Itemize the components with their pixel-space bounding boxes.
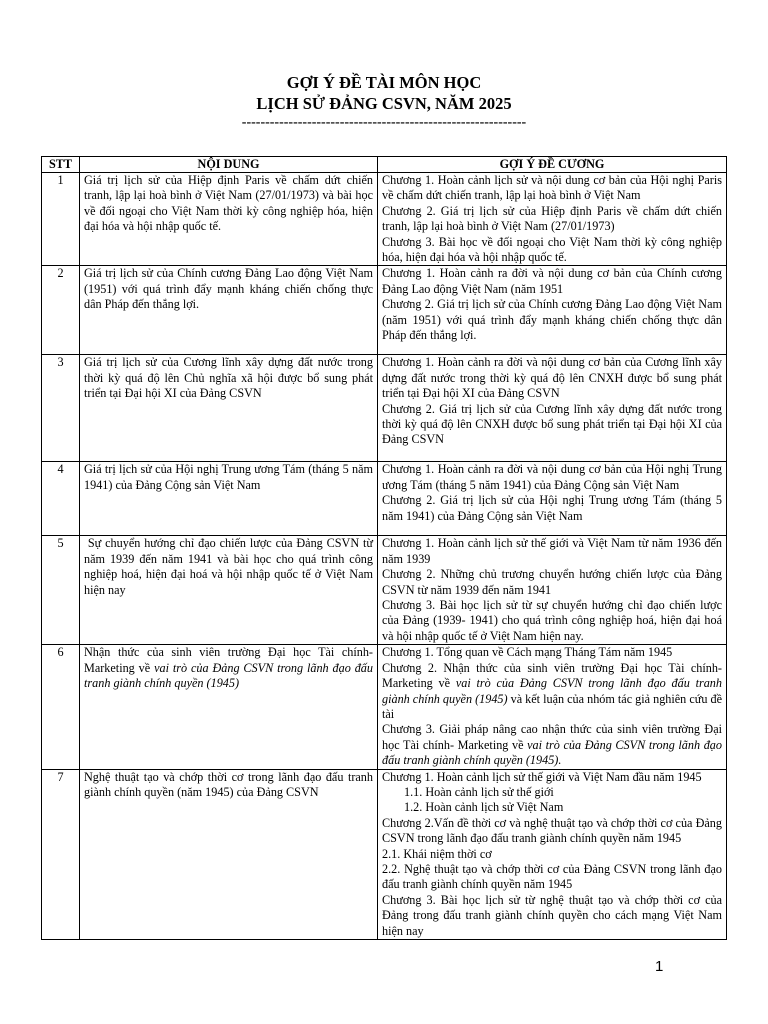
outline-line: Chương 2.Vấn đề thời cơ và nghệ thuật tạo và chớp thời cơ của Đảng CSVN trong lãnh đạo đấu tranh giành chính quyền năm 1945	[382, 815, 722, 846]
outline-line: Chương 1. Hoàn cảnh lịch sử thế giới và Việt Nam đầu năm 1945	[382, 769, 702, 784]
row-content: Nghệ thuật tạo và chớp thời cơ trong lãnh đạo đấu tranh giành chính quyền (năm 1945) của Đảng CSVN	[80, 769, 378, 939]
table-row	[42, 462, 727, 536]
row-stt: 2	[42, 266, 80, 355]
header-stt: STT	[42, 157, 80, 173]
outline-line: Chương 2. Giá trị lịch sử của Chính cương Đảng Lao động Việt Nam (năm 1951) với quá trình đẩy mạnh kháng chiến chống thực dân Pháp đến thắng lợi.	[382, 297, 722, 343]
table-row	[42, 266, 727, 355]
row-outline	[378, 769, 727, 939]
outline-line: Chương 1. Hoàn cảnh ra đời và nội dung cơ bản của Hội nghị Trung ương Tám (tháng 5 năm 1941) của Đảng Cộng sản Việt Nam	[382, 462, 722, 492]
outline-line: Chương 2. Những chủ trương chuyển hướng chiến lược của Đảng CSVN từ năm 1939 đến năm 1941	[382, 567, 722, 597]
row-outline	[378, 355, 727, 462]
row-content: Giá trị lịch sử của Chính cương Đảng Lao động Việt Nam (1951) với quá trình đẩy mạnh kháng chiến chống thực dân Pháp đến thắng lợi.	[80, 266, 378, 355]
row-stt: 1	[42, 173, 80, 266]
table-row	[42, 769, 727, 939]
outline-line: Chương 1. Hoàn cảnh ra đời và nội dung cơ bản của Chính cương Đảng Lao động Việt Nam (năm 1951	[382, 266, 722, 296]
outline-subline: 1.2. Hoàn cảnh lịch sử Việt Nam	[404, 800, 564, 815]
outline-line: Chương 3. Bài học lịch sử từ sự chuyển hướng chỉ đạo chiến lược của Đảng (1939- 1941) cho quá trình công nghiệp hoá, hiện đại hoá và hội nhập quốc tế ở Việt Nam hiện nay.	[382, 598, 722, 643]
row-stt: 4	[42, 462, 80, 536]
table-header-row	[42, 157, 727, 173]
outline-text: Chương 2. Nhận thức của sinh viên trường Đại học Tài chính-Marketing về	[382, 660, 722, 691]
row-content: Sự chuyển hướng chỉ đạo chiến lược của Đảng CSVN từ năm 1939 đến năm 1941 và bài học cho quá trình công nghiệp hoá, hiện đại hoá và hội nhập quốc tế ở Việt Nam hiện nay	[80, 536, 378, 645]
row-content: Giá trị lịch sử của Cương lĩnh xây dựng đất nước trong thời kỳ quá độ lên Chủ nghĩa xã hội được bổ sung phát triển tại Đại hội XI của Đảng CSVN	[80, 355, 378, 462]
title-rule: -------------------------------------------------------------	[241, 115, 527, 130]
outline-text: và kết luận của nhóm tác giả nghiên cứu đề tài	[382, 691, 722, 721]
page-number: 1	[655, 958, 664, 975]
outline-emphasis: vai trò của Đảng CSVN trong lãnh đạo đấu tranh giành chính quyền (1945)	[382, 676, 722, 706]
header-content: NỘI DUNG	[80, 157, 378, 173]
outline-line: Chương 1. Hoàn cảnh lịch sử thế giới và Việt Nam từ năm 1936 đến năm 1939	[382, 536, 722, 566]
content-emphasis: vai trò của Đảng CSVN trong lãnh đạo đấu tranh giành chính quyền (1945)	[84, 660, 373, 691]
outline-line: Chương 1. Hoàn cảnh ra đời và nội dung cơ bản của Cương lĩnh xây dựng đất nước trong thời kỳ quá độ lên CNXH được bổ sung phát triển tại Đại hội XI của Đảng CSVN	[382, 355, 722, 401]
row-stt: 3	[42, 355, 80, 462]
row-stt: 6	[42, 645, 80, 769]
row-content: Giá trị lịch sử của Hội nghị Trung ương Tám (tháng 5 năm 1941) của Đảng Cộng sản Việt Nam	[80, 462, 378, 536]
outline-line	[382, 722, 722, 768]
row-content	[80, 645, 378, 769]
table-row	[42, 173, 727, 266]
row-content: Giá trị lịch sử của Hiệp định Paris về chấm dứt chiến tranh, lập lại hoà bình ở Việt Nam (27/01/1973) và bài học về đối ngoại cho Việt Nam thời kỳ công nghiệp hóa, hiện đại hóa và hội nhập quốc tế.	[80, 173, 378, 266]
row-outline	[378, 266, 727, 355]
document-header	[0, 72, 768, 130]
outline-subline: 1.1. Hoàn cảnh lịch sử thế giới	[404, 784, 554, 799]
title-line-1: GỢI Ý ĐỀ TÀI MÔN HỌC	[286, 73, 482, 92]
row-stt: 7	[42, 769, 80, 939]
outline-line: Chương 2. Giá trị lịch sử của Hiệp định Paris về chấm dứt chiến tranh, lập lại hoà bình ở Việt Nam (27/01/1973)	[382, 203, 722, 234]
table-row	[42, 645, 727, 769]
title-line-2: LỊCH SỬ ĐẢNG CSVN, NĂM 2025	[256, 94, 512, 113]
outline-line: Chương 1. Hoàn cảnh lịch sử và nội dung cơ bản của Hội nghị Paris về chấm dứt chiến tranh, lập lại hoà bình ở Việt Nam	[382, 173, 722, 203]
row-outline	[378, 536, 727, 645]
outline-text: Chương 3. Giải pháp nâng cao nhận thức của sinh viên trường Đại học Tài chính- Marketing về	[382, 722, 722, 752]
row-stt: 5	[42, 536, 80, 645]
header-outline: GỢI Ý ĐỀ CƯƠNG	[378, 157, 727, 173]
outline-line: Chương 3. Bài học lịch sử từ nghệ thuật tạo và chớp thời cơ của Đảng trong đấu tranh giành chính quyền cho cách mạng Việt Nam hiện nay	[382, 892, 722, 938]
row-outline	[378, 173, 727, 266]
outline-line: Chương 2. Giá trị lịch sử của Hội nghị Trung ương Tám (tháng 5 năm 1941) của Đảng Cộng sản Việt Nam	[382, 493, 722, 523]
outline-line: 2.2. Nghệ thuật tạo và chớp thời cơ của Đảng CSVN trong lãnh đạo đấu tranh giành chính quyền năm 1945	[382, 861, 722, 892]
outline-line: Chương 2. Giá trị lịch sử của Cương lĩnh xây dựng đất nước trong thời kỳ quá độ lên CNXH được bổ sung phát triển tại Đại hội XI của Đảng CSVN	[382, 401, 722, 447]
topic-table	[41, 156, 727, 940]
row-outline	[378, 645, 727, 769]
outline-line: Chương 1. Tổng quan về Cách mạng Tháng Tám năm 1945	[382, 645, 673, 660]
outline-emphasis: vai trò của Đảng CSVN trong lãnh đạo đấu tranh giành chính quyền (1945).	[382, 737, 722, 768]
table-row	[42, 355, 727, 462]
outline-line: Chương 3. Bài học về đối ngoại cho Việt Nam thời kỳ công nghiệp hóa, hiện đại hóa và hội nhập quốc tế.	[382, 234, 722, 265]
content-text: Nhận thức của sinh viên trường Đại học Tài chính-Marketing về	[84, 645, 373, 675]
outline-line	[382, 661, 722, 723]
outline-line: 2.1. Khái niệm thời cơ	[382, 846, 492, 861]
table-row	[42, 536, 727, 645]
row-outline	[378, 462, 727, 536]
